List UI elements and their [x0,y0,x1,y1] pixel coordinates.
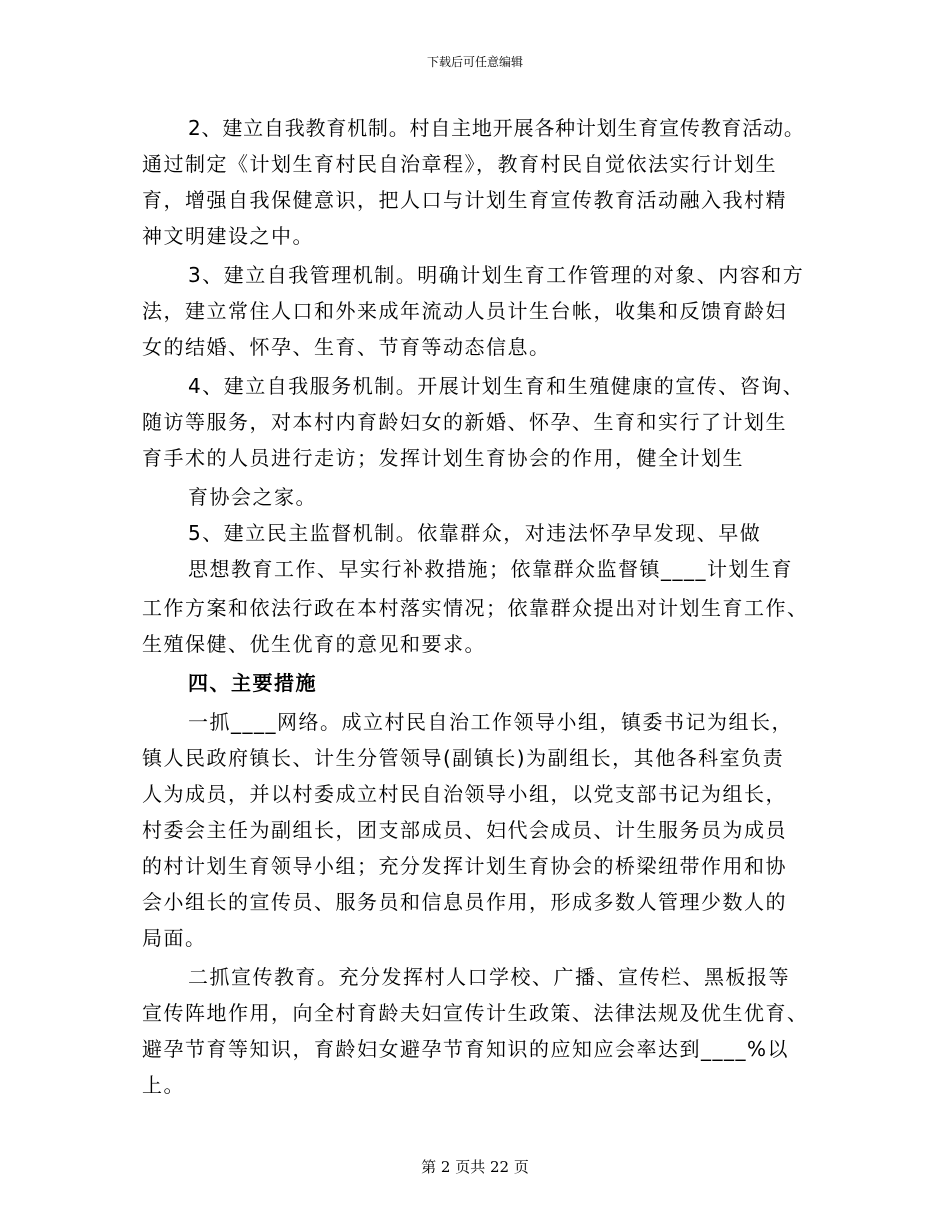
paragraph-line: 的村计划生育领导小组；充分发挥计划生育协会的桥梁纽带作用和协 [142,854,787,878]
paragraph-line: 育，增强自我保健意识，把人口与计划生育宣传教育活动融入我村精 [142,188,787,212]
paragraph-line: 避孕节育等知识，育龄妇女避孕节育知识的应知应会率达到____%以 [142,1037,790,1061]
paragraph-line: 育协会之家。 [188,485,317,509]
page-number: 第 2 页共 22 页 [421,1158,529,1176]
paragraph-line: 一抓____网络。成立村民自治工作领导小组，镇委书记为组长， [188,710,793,734]
paragraph-line: 神文明建设之中。 [142,224,314,248]
paragraph-line: 通过制定《计划生育村民自治章程》，教育村民自觉依法实行计划生 [142,152,777,176]
paragraph-line: 3、建立自我管理机制。明确计划生育工作管理的对象、内容和方 [188,263,805,287]
paragraph-line: 2、建立自我教育机制。村自主地开展各种计划生育宣传教育活动。 [188,116,805,140]
paragraph-line: 4、建立自我服务机制。开展计划生育和生殖健康的宣传、咨询、 [188,374,805,398]
paragraph-line: 随访等服务，对本村内育龄妇女的新婚、怀孕、生育和实行了计划生 [142,410,787,434]
paragraph-line: 村委会主任为副组长，团支部成员、妇代会成员、计生服务员为成员 [142,818,787,842]
paragraph-line: 生殖保健、优生优育的意见和要求。 [142,632,486,656]
paragraph-line: 宣传阵地作用，向全村育龄夫妇宣传计生政策、法律法规及优生优育、 [142,1001,809,1025]
paragraph-line: 局面。 [142,926,207,950]
paragraph-line: 会小组长的宣传员、服务员和信息员作用，形成多数人管理少数人的 [142,890,787,914]
paragraph-line: 镇人民政府镇长、计生分管领导(副镇长)为副组长，其他各科室负责 [142,746,785,770]
paragraph-line: 5、建立民主监督机制。依靠群众，对违法怀孕早发现、早做 [188,521,762,545]
paragraph-line: 法，建立常住人口和外来成年流动人员计生台帐，收集和反馈育龄妇 [142,299,787,323]
section-heading: 四、主要措施 [188,671,317,695]
paragraph-line: 人为成员，并以村委成立村民自治领导小组，以党支部书记为组长， [142,782,787,806]
paragraph-line: 思想教育工作、早实行补救措施；依靠群众监督镇____计划生育 [188,557,793,581]
paragraph-line: 女的结婚、怀孕、生育、节育等动态信息。 [142,335,551,359]
page-header: 下载后可任意编辑 [426,55,523,69]
paragraph-line: 工作方案和依法行政在本村落实情况；依靠群众提出对计划生育工作、 [142,596,809,620]
paragraph-line: 上。 [142,1073,185,1097]
paragraph-line: 二抓宣传教育。充分发挥村人口学校、广播、宣传栏、黑板报等 [188,965,790,989]
paragraph-line: 育手术的人员进行走访；发挥计划生育协会的作用，健全计划生 [142,446,744,470]
